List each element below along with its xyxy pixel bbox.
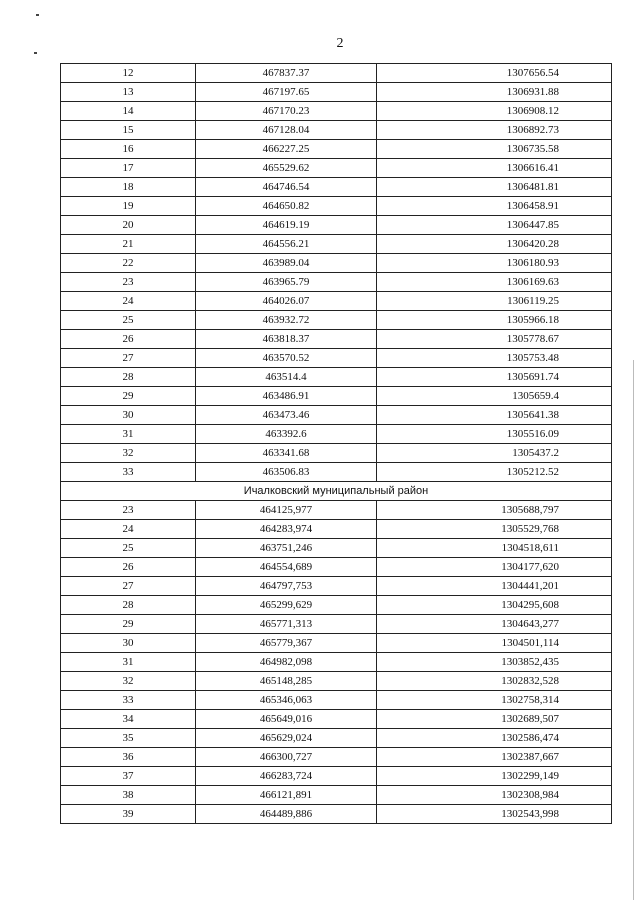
point-number-cell: 29 [61, 615, 196, 634]
table-row [61, 539, 612, 558]
x-coordinate-cell: 465299,629 [196, 596, 377, 615]
point-number-cell: 23 [61, 273, 196, 292]
point-number-cell: 38 [61, 786, 196, 805]
point-number-cell: 26 [61, 330, 196, 349]
y-coordinate-cell: 1306616.41 [377, 159, 612, 178]
x-coordinate-cell: 465649,016 [196, 710, 377, 729]
table-row [61, 197, 612, 216]
coordinates-table-body [61, 64, 612, 824]
point-number-cell: 29 [61, 387, 196, 406]
scan-edge-line [633, 360, 634, 900]
x-coordinate-cell: 464556.21 [196, 235, 377, 254]
x-coordinate-cell: 465148,285 [196, 672, 377, 691]
x-coordinate-cell: 463989.04 [196, 254, 377, 273]
table-row [61, 368, 612, 387]
point-number-cell: 19 [61, 197, 196, 216]
table-row [61, 273, 612, 292]
point-number-cell: 32 [61, 444, 196, 463]
scan-speck [36, 14, 39, 16]
point-number-cell: 21 [61, 235, 196, 254]
page-number: 2 [336, 36, 344, 51]
x-coordinate-cell: 467197.65 [196, 83, 377, 102]
table-row [61, 577, 612, 596]
y-coordinate-cell: 1305778.67 [377, 330, 612, 349]
section-heading: Ичалковский муниципальный район [61, 482, 612, 501]
y-coordinate-cell: 1304295,608 [377, 596, 612, 615]
y-coordinate-cell: 1306180.93 [377, 254, 612, 273]
point-number-cell: 32 [61, 672, 196, 691]
y-coordinate-cell: 1307656.54 [377, 64, 612, 83]
point-number-cell: 25 [61, 539, 196, 558]
point-number-cell: 31 [61, 425, 196, 444]
table-row [61, 102, 612, 121]
y-coordinate-cell: 1302387,667 [377, 748, 612, 767]
y-coordinate-cell: 1306892.73 [377, 121, 612, 140]
x-coordinate-cell: 466227.25 [196, 140, 377, 159]
point-number-cell: 24 [61, 292, 196, 311]
x-coordinate-cell: 465529.62 [196, 159, 377, 178]
section-heading-row [61, 482, 612, 501]
table-row [61, 767, 612, 786]
table-row [61, 349, 612, 368]
y-coordinate-cell: 1304441,201 [377, 577, 612, 596]
point-number-cell: 27 [61, 577, 196, 596]
table-row [61, 729, 612, 748]
table-row [61, 748, 612, 767]
point-number-cell: 28 [61, 368, 196, 387]
coordinates-table [60, 63, 612, 824]
point-number-cell: 20 [61, 216, 196, 235]
point-number-cell: 22 [61, 254, 196, 273]
y-coordinate-cell: 1305966.18 [377, 311, 612, 330]
point-number-cell: 16 [61, 140, 196, 159]
x-coordinate-cell: 465771,313 [196, 615, 377, 634]
table-row [61, 292, 612, 311]
point-number-cell: 30 [61, 406, 196, 425]
table-row [61, 387, 612, 406]
x-coordinate-cell: 463506.83 [196, 463, 377, 482]
y-coordinate-cell: 1302758,314 [377, 691, 612, 710]
table-row [61, 444, 612, 463]
x-coordinate-cell: 463818.37 [196, 330, 377, 349]
x-coordinate-cell: 463570.52 [196, 349, 377, 368]
x-coordinate-cell: 463392.6 [196, 425, 377, 444]
table-row [61, 710, 612, 729]
y-coordinate-cell: 1306931.88 [377, 83, 612, 102]
x-coordinate-cell: 463514.4 [196, 368, 377, 387]
x-coordinate-cell: 464489,886 [196, 805, 377, 824]
table-row [61, 178, 612, 197]
y-coordinate-cell: 1306169.63 [377, 273, 612, 292]
table-row [61, 64, 612, 83]
point-number-cell: 24 [61, 520, 196, 539]
x-coordinate-cell: 464746.54 [196, 178, 377, 197]
table-row [61, 805, 612, 824]
point-number-cell: 36 [61, 748, 196, 767]
x-coordinate-cell: 464982,098 [196, 653, 377, 672]
table-row [61, 786, 612, 805]
scan-speck [34, 52, 37, 54]
y-coordinate-cell: 1306420.28 [377, 235, 612, 254]
point-number-cell: 18 [61, 178, 196, 197]
table-row [61, 672, 612, 691]
point-number-cell: 13 [61, 83, 196, 102]
x-coordinate-cell: 464619.19 [196, 216, 377, 235]
table-row [61, 216, 612, 235]
x-coordinate-cell: 465629,024 [196, 729, 377, 748]
x-coordinate-cell: 463486.91 [196, 387, 377, 406]
y-coordinate-cell: 1305641.38 [377, 406, 612, 425]
point-number-cell: 17 [61, 159, 196, 178]
x-coordinate-cell: 463341.68 [196, 444, 377, 463]
x-coordinate-cell: 464283,974 [196, 520, 377, 539]
point-number-cell: 39 [61, 805, 196, 824]
y-coordinate-cell: 1304501,114 [377, 634, 612, 653]
y-coordinate-cell: 1302832,528 [377, 672, 612, 691]
x-coordinate-cell: 464797,753 [196, 577, 377, 596]
y-coordinate-cell: 1305688,797 [377, 501, 612, 520]
table-row [61, 254, 612, 273]
point-number-cell: 25 [61, 311, 196, 330]
table-row [61, 520, 612, 539]
x-coordinate-cell: 467170.23 [196, 102, 377, 121]
y-coordinate-cell: 1302299,149 [377, 767, 612, 786]
table-row [61, 596, 612, 615]
point-number-cell: 34 [61, 710, 196, 729]
table-row [61, 121, 612, 140]
y-coordinate-cell: 1306447.85 [377, 216, 612, 235]
point-number-cell: 37 [61, 767, 196, 786]
y-coordinate-cell: 1306119.25 [377, 292, 612, 311]
table-row [61, 615, 612, 634]
y-coordinate-cell: 1304177,620 [377, 558, 612, 577]
y-coordinate-cell: 1305437.2 [377, 444, 612, 463]
point-number-cell: 33 [61, 691, 196, 710]
y-coordinate-cell: 1305691.74 [377, 368, 612, 387]
y-coordinate-cell: 1302586,474 [377, 729, 612, 748]
x-coordinate-cell: 464026.07 [196, 292, 377, 311]
table-row [61, 140, 612, 159]
y-coordinate-cell: 1305529,768 [377, 520, 612, 539]
y-coordinate-cell: 1306908.12 [377, 102, 612, 121]
table-row [61, 425, 612, 444]
point-number-cell: 33 [61, 463, 196, 482]
y-coordinate-cell: 1306481.81 [377, 178, 612, 197]
y-coordinate-cell: 1306735.58 [377, 140, 612, 159]
point-number-cell: 31 [61, 653, 196, 672]
table-row [61, 501, 612, 520]
x-coordinate-cell: 463473.46 [196, 406, 377, 425]
table-row [61, 634, 612, 653]
table-row [61, 463, 612, 482]
table-row [61, 83, 612, 102]
table-row [61, 159, 612, 178]
x-coordinate-cell: 464554,689 [196, 558, 377, 577]
table-row [61, 406, 612, 425]
y-coordinate-cell: 1303852,435 [377, 653, 612, 672]
x-coordinate-cell: 465346,063 [196, 691, 377, 710]
x-coordinate-cell: 463751,246 [196, 539, 377, 558]
point-number-cell: 12 [61, 64, 196, 83]
y-coordinate-cell: 1302543,998 [377, 805, 612, 824]
y-coordinate-cell: 1306458.91 [377, 197, 612, 216]
point-number-cell: 27 [61, 349, 196, 368]
x-coordinate-cell: 467837.37 [196, 64, 377, 83]
x-coordinate-cell: 465779,367 [196, 634, 377, 653]
y-coordinate-cell: 1304518,611 [377, 539, 612, 558]
point-number-cell: 30 [61, 634, 196, 653]
y-coordinate-cell: 1305753.48 [377, 349, 612, 368]
x-coordinate-cell: 466300,727 [196, 748, 377, 767]
x-coordinate-cell: 466121,891 [196, 786, 377, 805]
y-coordinate-cell: 1305212.52 [377, 463, 612, 482]
x-coordinate-cell: 466283,724 [196, 767, 377, 786]
x-coordinate-cell: 464125,977 [196, 501, 377, 520]
x-coordinate-cell: 463932.72 [196, 311, 377, 330]
x-coordinate-cell: 467128.04 [196, 121, 377, 140]
y-coordinate-cell: 1302308,984 [377, 786, 612, 805]
x-coordinate-cell: 464650.82 [196, 197, 377, 216]
y-coordinate-cell: 1304643,277 [377, 615, 612, 634]
table-row [61, 653, 612, 672]
table-row [61, 311, 612, 330]
table-row [61, 235, 612, 254]
point-number-cell: 15 [61, 121, 196, 140]
y-coordinate-cell: 1305516.09 [377, 425, 612, 444]
table-row [61, 691, 612, 710]
table-row [61, 330, 612, 349]
table-row [61, 558, 612, 577]
y-coordinate-cell: 1305659.4 [377, 387, 612, 406]
point-number-cell: 35 [61, 729, 196, 748]
point-number-cell: 23 [61, 501, 196, 520]
point-number-cell: 28 [61, 596, 196, 615]
x-coordinate-cell: 463965.79 [196, 273, 377, 292]
point-number-cell: 14 [61, 102, 196, 121]
y-coordinate-cell: 1302689,507 [377, 710, 612, 729]
point-number-cell: 26 [61, 558, 196, 577]
